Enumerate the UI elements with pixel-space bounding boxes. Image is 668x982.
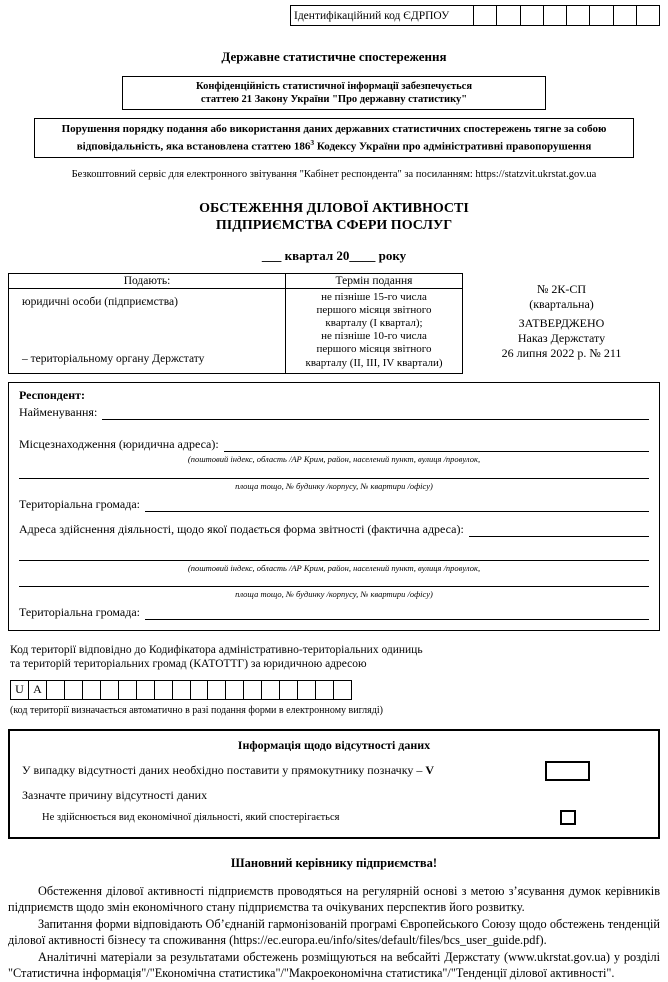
letter-section	[8, 856, 660, 982]
edrpou-code-cell[interactable]	[590, 6, 613, 25]
no-data-reason1-checkbox[interactable]	[560, 810, 576, 825]
legal-address-input-line[interactable]	[224, 439, 649, 452]
submission-table	[8, 273, 463, 374]
no-data-checkbox[interactable]	[545, 761, 590, 781]
deadline-line: першого місяця звітного	[316, 343, 432, 356]
katottg-line1: Код території відповідно до Кодифікатора адміністративно-територіальних одиниць	[10, 643, 423, 656]
katottg-note: (код території визначається автоматично в разі подання форми в електронному вигляді)	[10, 704, 383, 716]
katottg-code-cell[interactable]	[65, 681, 83, 699]
edrpou-code-cells	[474, 6, 659, 25]
katottg-code-cell[interactable]	[137, 681, 155, 699]
katottg-code-cell[interactable]	[280, 681, 298, 699]
legal-address-input-line2[interactable]	[19, 464, 649, 479]
katottg-code-cell[interactable]	[155, 681, 173, 699]
katottg-code-cell[interactable]	[316, 681, 334, 699]
community-input-line-2[interactable]	[145, 607, 649, 620]
deadline-line: кварталу (І квартал);	[325, 317, 423, 330]
katottg-line2: та територій територіальних громад (КАТОТТГ) за юридичною адресою	[10, 658, 367, 671]
actual-address-label: Адреса здійснення діяльності, щодо якої подається форма звітності (фактична адреса):	[19, 521, 464, 536]
edrpou-code-cell[interactable]	[567, 6, 590, 25]
community-label-2: Територіальна громада:	[19, 604, 140, 619]
letter-body	[8, 883, 660, 982]
address-hint-4: площа тощо, № будинку /корпусу, № квартири /офісу)	[235, 588, 433, 599]
report-period: ___ квартал 20____ року	[261, 247, 407, 263]
confidentiality-line1: Конфіденційність статистичної інформації забезпечується	[195, 81, 472, 92]
letter-paragraph-2: Запитання форми відповідають Об’єднаній гармонізованій програмі Європейського Союзу щодо обстежень тенденцій ділової активності бізнесу та споживання (https://ec.europa.eu/info/sites/default/files/bcs_user_guide.pdf).	[8, 916, 660, 948]
name-input-line[interactable]	[102, 407, 649, 420]
violation-line2: відповідальність, яка встановлена статтею $186^3$ Кодексу України про адміністративні правопорушення	[76, 138, 592, 153]
free-service-note: Безкоштовний сервіс для електронного звітування "Кабінет респондента" за посиланням: https://statzvit.ukrstat.gov.ua	[71, 168, 597, 180]
deadline-line: не пізніше 10-го числа	[321, 330, 427, 343]
edrpou-code-cell[interactable]	[497, 6, 520, 25]
submission-section	[8, 273, 660, 374]
actual-address-input-line[interactable]	[469, 524, 649, 537]
address-hint-1: (поштовий індекс, область /АР Крим, район, населений пункт, вулиця /провулок,	[187, 453, 481, 464]
address-hint-3: (поштовий індекс, область /АР Крим, район, населений пункт, вулиця /провулок,	[187, 562, 481, 573]
actual-address-input-line3[interactable]	[19, 573, 649, 587]
submission-table-header	[9, 274, 462, 289]
no-data-reason-prompt: Зазначте причину відсутності даних	[22, 787, 208, 802]
no-data-reason-row	[22, 810, 646, 825]
edrpou-code-label: Ідентифікаційний код ЄДРПОУ	[291, 6, 474, 25]
deadline-line: не пізніше 15-го числа	[321, 290, 427, 303]
no-data-title: Інформація щодо відсутності даних	[237, 737, 431, 752]
legal-address-row	[19, 437, 649, 452]
approval-order: Наказ Держстату	[517, 330, 606, 345]
confidentiality-line2: статтею 21 Закону України "Про державну статистику"	[200, 94, 468, 105]
form-page	[0, 5, 668, 981]
actual-address-row	[19, 522, 649, 537]
legal-address-label: Місцезнаходження (юридична адреса):	[19, 436, 219, 451]
form-title-line1: ОБСТЕЖЕННЯ ДІЛОВОЇ АКТИВНОСТІ	[199, 200, 469, 216]
letter-paragraph-3: Аналітичні матеріали за результатами обстежень розміщуються на вебсайті Держстату (www.ukrstat.gov.ua) у розділі "Статистична інформація"/"Економічна статистика"/"Макроекономічна статистика"/"Тенденції ділової активності".	[8, 949, 660, 981]
edrpou-code-cell[interactable]	[637, 6, 659, 25]
address-hint-2: площа тощо, № будинку /корпусу, № квартири /офісу)	[235, 480, 433, 491]
community-input-line-1[interactable]	[145, 499, 649, 512]
submitters-header: Подають:	[9, 274, 286, 288]
katottg-code-cell[interactable]	[244, 681, 262, 699]
katottg-code-cell[interactable]	[208, 681, 226, 699]
katottg-code-cell[interactable]	[226, 681, 244, 699]
katottg-code-cell[interactable]	[83, 681, 101, 699]
violation-notice	[34, 118, 634, 158]
community-label-1: Територіальна громада:	[19, 496, 140, 511]
approval-date: 26 липня 2022 р. № 211	[501, 345, 622, 360]
katottg-code-cell[interactable]	[334, 681, 351, 699]
submitter-recipient: – територіальному органу Держстату	[22, 352, 205, 365]
katottg-code-cell[interactable]	[298, 681, 316, 699]
article-superscript: 3	[310, 138, 315, 147]
submission-table-body	[9, 289, 462, 373]
katottg-code-cells	[10, 680, 352, 700]
no-data-instruction-row	[22, 761, 646, 781]
katottg-empty-cells	[47, 681, 351, 699]
katottg-code-cell[interactable]	[47, 681, 65, 699]
no-data-reason1-label: Не здійснюється вид економічної діяльності, який спостерігається	[42, 811, 340, 823]
respondent-section	[8, 382, 660, 631]
form-info-block	[463, 273, 660, 374]
respondent-heading: Респондент:	[19, 387, 85, 402]
community-row-2	[19, 605, 649, 620]
form-title	[0, 200, 668, 234]
edrpou-code-cell[interactable]	[614, 6, 637, 25]
doc-type-heading: Державне статистичне спостереження	[221, 49, 447, 64]
deadline-header: Термін подання	[335, 274, 413, 287]
deadline-line: першого місяця звітного	[316, 303, 432, 316]
edrpou-code-cell[interactable]	[544, 6, 567, 25]
letter-salutation: Шановний керівнику підприємства!	[230, 855, 438, 870]
katottg-prefix-a: A	[29, 681, 47, 699]
name-row	[19, 405, 649, 420]
katottg-code-cell[interactable]	[262, 681, 280, 699]
submitter-entity: юридичні особи (підприємства)	[22, 295, 178, 308]
deadline-cell	[286, 289, 462, 373]
violation-line1: Порушення порядку подання або використання даних державних статистичних спостережень тягне за собою	[61, 123, 607, 135]
form-periodicity: (квартальна)	[529, 296, 594, 311]
katottg-prefix-u: U	[11, 681, 29, 699]
edrpou-code-cell[interactable]	[521, 6, 544, 25]
katottg-code-cell[interactable]	[191, 681, 209, 699]
katottg-code-cell[interactable]	[101, 681, 119, 699]
confidentiality-notice	[122, 76, 546, 110]
form-title-line2: ПІДПРИЄМСТВА СФЕРИ ПОСЛУГ	[215, 217, 453, 233]
form-number: № 2К-СП	[536, 281, 587, 296]
edrpou-code-cell[interactable]	[474, 6, 497, 25]
submitters-cell	[9, 289, 286, 373]
deadline-line: кварталу (ІІ, ІІІ, ІV квартали)	[305, 356, 443, 369]
name-label: Найменування:	[19, 404, 98, 419]
katottg-code-cell[interactable]	[119, 681, 137, 699]
approved-label: ЗАТВЕРДЖЕНО	[518, 315, 605, 330]
no-data-instruction: У випадку відсутності даних необхідно поставити у прямокутнику позначку – V	[22, 763, 435, 778]
no-data-mark: V	[425, 763, 435, 778]
edrpou-code-table	[290, 5, 660, 26]
letter-paragraph-1: Обстеження ділової активності підприємств проводяться на регулярній основі з метою з’ясування думок керівників підприємств щодо змін економічного стану підприємства та очікуваних перспектив його розвитку.	[8, 883, 660, 915]
actual-address-input-line2[interactable]	[19, 537, 649, 561]
katottg-code-cell[interactable]	[173, 681, 191, 699]
katottg-section	[10, 643, 660, 716]
community-row-1	[19, 497, 649, 512]
no-data-section	[8, 729, 660, 839]
